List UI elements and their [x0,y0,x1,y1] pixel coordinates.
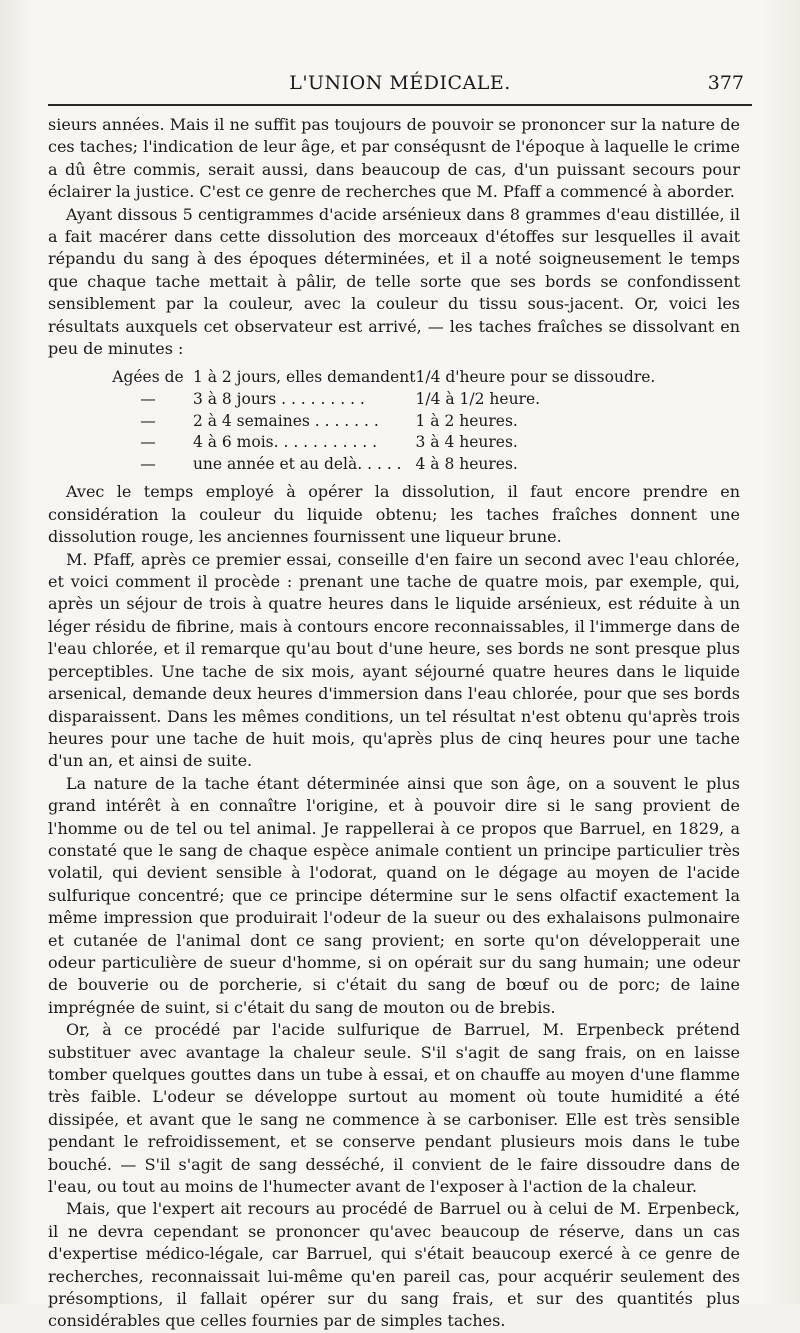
dissolution-time: 1/4 d'heure pour se dissoudre. [415,368,656,387]
dissolution-time: 1 à 2 heures. [415,411,518,430]
dissolution-time: 3 à 4 heures. [415,433,518,452]
stain-age-cell [108,432,416,454]
stain-age: 2 à 4 semaines . . . . . . . [192,411,379,430]
stain-age: 4 à 6 mois. . . . . . . . . . . [192,433,378,452]
paragraph: La nature de la tache étant déterminée ainsi que son âge, on a souvent le plus grand intérêt à en connaître l'origine, et à pouvoir dire si le sang provient de l'homme ou de tel ou tel animal. Je rappellerai à ce propos que Barruel, en 1829, a constaté que le sang de chaque espèce animale contient un principe particulier très volatil, qui devient sensible à l'odorat, quand on le dégage au moyen de l'acide sulfurique concentré; que ce principe détermine sur le sens olfactif exactement la même impression que produirait l'odeur de la sueur ou des exhalaisons pulmonaire et cutanée de l'animal dont ce sang provient; en sorte qu'on développerait une odeur particulière de sueur d'homme, si on opérait sur du sang humain; une odeur de bouverie ou de porcherie, si c'était du sang de bœuf ou de porc; de laine imprégnée de suint, si c'était du sang de mouton ou de brebis. [48,773,740,1017]
age-lead: — [140,454,156,473]
running-title: L'UNION MÉDICALE. [289,72,511,94]
paragraph: M. Pfaff, après ce premier essai, conseille d'en faire un second avec l'eau chlorée, et voici comment il procède : prenant une tache de quatre mois, par exemple, qui, après un séjour de trois à quatre heures dans le liquide arsénieux, est réduite à un léger résidu de fibrine, mais à contours encore reconnaissables, il l'immerge dans de l'eau chlorée, et il remarque qu'au bout d'une heure, ses bords ne sont presque plus perceptibles. Une tache de six mois, ayant séjourné quatre heures dans le liquide arsenical, demande deux heures d'immersion dans l'eau chlorée, pour que ses bords disparaissent. Dans les mêmes conditions, un tel résultat n'est obtenu qu'après trois heures pour une tache de huit mois, qu'après plus de cinq heures pour une tache d'un an, et ainsi de suite. [48,549,740,771]
paragraph: Mais, que l'expert ait recours au procédé de Barruel ou à celui de M. Erpenbeck, il ne devra cependant se prononcer qu'avec beaucoup de réserve, dans un cas d'expertise médico-légale, car Barruel, qui s'était beaucoup exercé à ce genre de recherches, reconnaissait lui-même qu'en pareil cas, pour acquérir seulement des présomptions, il fallait opérer sur du sang frais, et sur des quantités plus considérables que celles fournies par de simples taches. [48,1199,740,1331]
page-number: 377 [707,72,744,94]
table-row [108,367,676,389]
age-lead: — [140,433,156,452]
dissolution-time: 1/4 à 1/2 heure. [415,390,541,409]
dissolution-time: 4 à 8 heures. [415,454,518,473]
stain-age: une année et au delà. . . . . [192,454,402,473]
table-row [108,454,676,476]
age-lead: — [140,411,156,430]
stain-age-cell [108,454,416,476]
stain-age-cell [108,411,416,433]
stain-age-cell [108,389,416,411]
paragraph: Or, à ce procédé par l'acide sulfurique de Barruel, M. Erpenbeck prétend substituer avec avantage la chaleur seule. S'il s'agit de sang frais, on en laisse tomber quelques gouttes dans un tube à essai, et on chauffe au moyen d'une flamme très faible. L'odeur se développe surtout au moment où toute humidité a été dissipée, et avant que le sang ne commence à se carboniser. Elle est très sensible pendant le refroidissement, et se conserve pendant plusieurs mois dans le tube bouché. — S'il s'agit de sang desséché, il convient de le faire dissoudre dans de l'eau, ou tout au moins de l'humecter avant de l'exposer à l'action de la chaleur. [48,1020,740,1197]
table-row [108,411,676,433]
age-lead: Agées de [112,368,184,387]
body-text [48,114,740,1333]
paragraph-continuation: sieurs années. Mais il ne suffit pas toujours de pouvoir se prononcer sur la nature de ces taches; l'indication de leur âge, et par conséqusnt de l'époque à laquelle le crime a dû être commis, serait aussi, dans beaucoup de cas, d'un puissant secours pour éclairer la justice. C'est ce genre de recherches que M. Pfaff a commencé à aborder. [48,115,740,202]
table-row [108,432,676,454]
dissolution-times-table [108,367,676,475]
stain-age: 3 à 8 jours . . . . . . . . . [192,390,365,409]
age-lead: — [140,390,156,409]
paragraph: Avec le temps employé à opérer la dissolution, il faut encore prendre en considération la couleur du liquide obtenu; les taches fraîches donnent une dissolution rouge, les anciennes fournissent une liqueur brune. [48,482,740,547]
page-header [48,72,752,102]
header-rule [48,104,752,106]
paragraph: Ayant dissous 5 centigrammes d'acide arsénieux dans 8 grammes d'eau distillée, il a fait macérer dans cette dissolution des morceaux d'étoffes sur lesquelles il avait répandu du sang à des époques déterminées, et il a noté soigneusement le temps que chaque tache mettait à pâlir, de telle sorte que ses bords se confondissent sensiblement par la couleur, avec la couleur du tissu sous-jacent. Or, voici les résultats auxquels cet observateur est arrivé, — les taches fraîches se dissolvant en peu de minutes : [48,204,740,359]
stain-age-cell [108,367,416,389]
stain-age: 1 à 2 jours, elles demandent [192,368,416,387]
table-row [108,389,676,411]
